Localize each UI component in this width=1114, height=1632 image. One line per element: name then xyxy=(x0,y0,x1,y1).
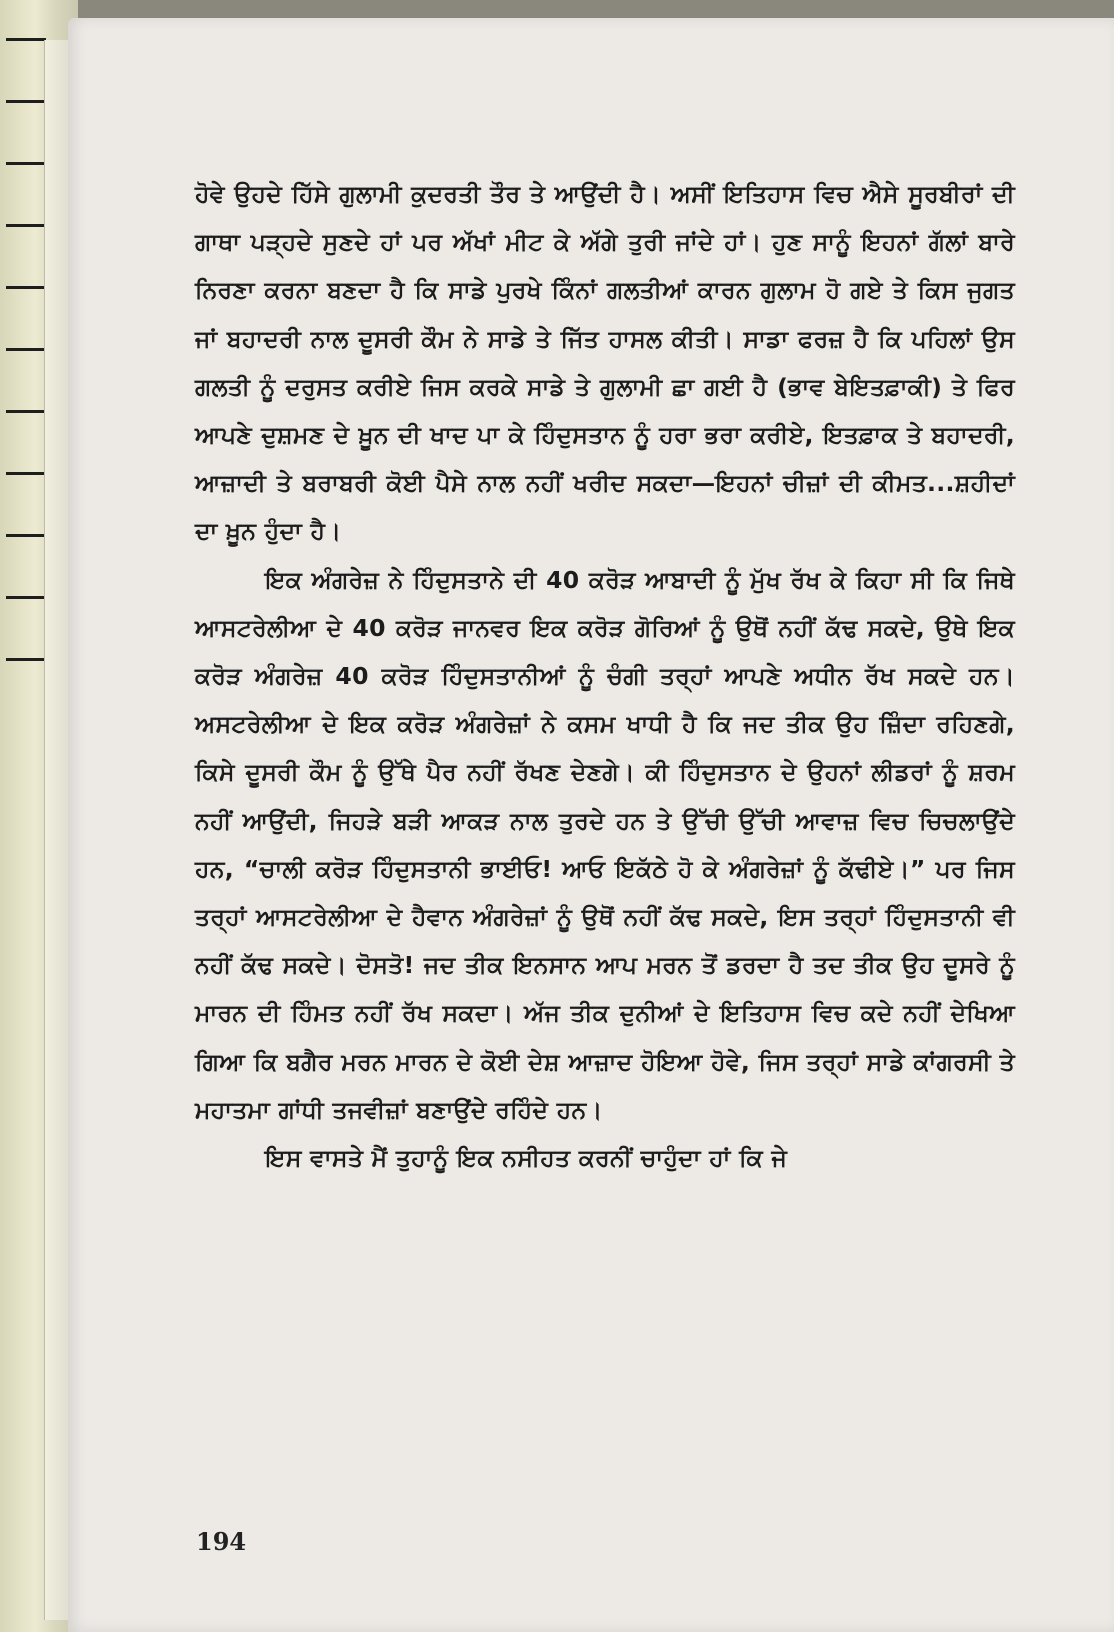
spine-mark xyxy=(6,348,46,351)
paragraph: ਇਸ ਵਾਸਤੇ ਮੈਂ ਤੁਹਾਨੂੰ ਇਕ ਨਸੀਹਤ ਕਰਨੀਂ ਚਾਹੁੰਦਾ ਹਾਂ ਕਿ ਜੇ xyxy=(265,1144,788,1173)
spine-mark xyxy=(6,286,46,289)
spine-mark xyxy=(6,534,46,537)
spine-mark xyxy=(6,162,46,165)
spine-mark xyxy=(6,224,46,227)
spine-mark xyxy=(6,658,46,661)
page-number: 194 xyxy=(196,1527,247,1556)
spine-mark xyxy=(6,38,46,41)
paragraph: ਹੋਵੇ ਉਹਦੇ ਹਿੱਸੇ ਗੁਲਾਮੀ ਕੁਦਰਤੀ ਤੌਰ ਤੇ ਆਉਂਦੀ ਹੈ। ਅਸੀਂ ਇਤਿਹਾਸ ਵਿਚ ਐਸੇ ਸੂਰਬੀਰਾਂ ਦੀ ਗਾਥਾ ਪੜ੍ਹਦੇ ਸੁਣਦੇ ਹਾਂ ਪਰ ਅੱਖਾਂ ਮੀਟ ਕੇ ਅੱਗੇ ਤੁਰੀ ਜਾਂਦੇ ਹਾਂ। ਹੁਣ ਸਾਨੂੰ ਇਹਨਾਂ ਗੱਲਾਂ ਬਾਰੇ ਨਿਰਣਾ ਕਰਨਾ ਬਣਦਾ ਹੈ ਕਿ ਸਾਡੇ ਪੁਰਖੇ ਕਿੰਨਾਂ ਗਲਤੀਆਂ ਕਾਰਨ ਗੁਲਾਮ ਹੋ ਗਏ ਤੇ ਕਿਸ ਜੁਗਤ ਜਾਂ ਬਹਾਦਰੀ ਨਾਲ ਦੂਸਰੀ ਕੌਮ ਨੇ ਸਾਡੇ ਤੇ ਜਿੱਤ ਹਾਸਲ ਕੀਤੀ। ਸਾਡਾ ਫਰਜ਼ ਹੈ ਕਿ ਪਹਿਲਾਂ ਉਸ ਗਲਤੀ ਨੂੰ ਦਰੁਸਤ ਕਰੀਏ ਜਿਸ ਕਰਕੇ ਸਾਡੇ ਤੇ ਗੁਲਾਮੀ ਛਾ ਗਈ ਹੈ (ਭਾਵ ਬੇਇਤਫ਼ਾਕੀ) ਤੇ ਫਿਰ ਆਪਣੇ ਦੁਸ਼ਮਣ ਦੇ ਖ਼ੂਨ ਦੀ ਖਾਦ ਪਾ ਕੇ ਹਿੰਦੁਸਤਾਨ ਨੂੰ ਹਰਾ ਭਰਾ ਕਰੀਏ, ਇਤਫ਼ਾਕ ਤੇ ਬਹਾਦਰੀ, ਆਜ਼ਾਦੀ ਤੇ ਬਰਾਬਰੀ ਕੋਈ ਪੈਸੇ ਨਾਲ ਨਹੀਂ ਖਰੀਦ ਸਕਦਾ—ਇਹਨਾਂ ਚੀਜ਼ਾਂ ਦੀ ਕੀਮਤ...ਸ਼ਹੀਦਾਂ ਦਾ ਖ਼ੂਨ ਹੁੰਦਾ ਹੈ। xyxy=(195,180,1015,546)
spine-mark xyxy=(6,100,46,103)
spine-mark xyxy=(6,410,46,413)
page-body xyxy=(195,170,1015,1182)
spine-mark xyxy=(6,596,46,599)
spine-mark xyxy=(6,472,46,475)
paragraph: ਇਕ ਅੰਗਰੇਜ਼ ਨੇ ਹਿੰਦੁਸਤਾਨੇ ਦੀ 40 ਕਰੋੜ ਆਬਾਦੀ ਨੂੰ ਮੁੱਖ ਰੱਖ ਕੇ ਕਿਹਾ ਸੀ ਕਿ ਜਿਥੇ ਆਸਟਰੇਲੀਆ ਦੇ 40 ਕਰੋੜ ਜਾਨਵਰ ਇਕ ਕਰੋੜ ਗੋਰਿਆਂ ਨੂੰ ਉਥੋਂ ਨਹੀਂ ਕੱਢ ਸਕਦੇ, ਉਥੇ ਇਕ ਕਰੋੜ ਅੰਗਰੇਜ਼ 40 ਕਰੋੜ ਹਿੰਦੁਸਤਾਨੀਆਂ ਨੂੰ ਚੰਗੀ ਤਰ੍ਹਾਂ ਆਪਣੇ ਅਧੀਨ ਰੱਖ ਸਕਦੇ ਹਨ। ਅਸਟਰੇਲੀਆ ਦੇ ਇਕ ਕਰੋੜ ਅੰਗਰੇਜ਼ਾਂ ਨੇ ਕਸਮ ਖਾਧੀ ਹੈ ਕਿ ਜਦ ਤੀਕ ਉਹ ਜ਼ਿੰਦਾ ਰਹਿਣਗੇ, ਕਿਸੇ ਦੂਸਰੀ ਕੌਮ ਨੂੰ ਉੱਥੇ ਪੈਰ ਨਹੀਂ ਰੱਖਣ ਦੇਣਗੇ। ਕੀ ਹਿੰਦੁਸਤਾਨ ਦੇ ਉਹਨਾਂ ਲੀਡਰਾਂ ਨੂੰ ਸ਼ਰਮ ਨਹੀਂ ਆਉਂਦੀ, ਜਿਹੜੇ ਬੜੀ ਆਕੜ ਨਾਲ ਤੁਰਦੇ ਹਨ ਤੇ ਉੱਚੀ ਉੱਚੀ ਆਵਾਜ਼ ਵਿਚ ਚਿਚਲਾਉਂਦੇ ਹਨ, “ਚਾਲੀ ਕਰੋੜ ਹਿੰਦੁਸਤਾਨੀ ਭਾਈਓ! ਆਓ ਇਕੱਠੇ ਹੋ ਕੇ ਅੰਗਰੇਜ਼ਾਂ ਨੂੰ ਕੱਢੀਏ।” ਪਰ ਜਿਸ ਤਰ੍ਹਾਂ ਆਸਟਰੇਲੀਆ ਦੇ ਹੈਵਾਨ ਅੰਗਰੇਜ਼ਾਂ ਨੂੰ ਉਥੋਂ ਨਹੀਂ ਕੱਢ ਸਕਦੇ, ਇਸ ਤਰ੍ਹਾਂ ਹਿੰਦੁਸਤਾਨੀ ਵੀ ਨਹੀਂ ਕੱਢ ਸਕਦੇ। ਦੋਸਤੋ! ਜਦ ਤੀਕ ਇਨਸਾਨ ਆਪ ਮਰਨ ਤੋਂ ਡਰਦਾ ਹੈ ਤਦ ਤੀਕ ਉਹ ਦੂਸਰੇ ਨੂੰ ਮਾਰਨ ਦੀ ਹਿੰਮਤ ਨਹੀਂ ਰੱਖ ਸਕਦਾ। ਅੱਜ ਤੀਕ ਦੁਨੀਆਂ ਦੇ ਇਤਿਹਾਸ ਵਿਚ ਕਦੇ ਨਹੀਂ ਦੇਖਿਆ ਗਿਆ ਕਿ ਬਗੈਰ ਮਰਨ ਮਾਰਨ ਦੇ ਕੋਈ ਦੇਸ਼ ਆਜ਼ਾਦ ਹੋਇਆ ਹੋਵੇ, ਜਿਸ ਤਰ੍ਹਾਂ ਸਾਡੇ ਕਾਂਗਰਸੀ ਤੇ ਮਹਾਤਮਾ ਗਾਂਧੀ ਤਜਵੀਜ਼ਾਂ ਬਣਾਉਂਦੇ ਰਹਿੰਦੇ ਹਨ। xyxy=(195,565,1015,1124)
